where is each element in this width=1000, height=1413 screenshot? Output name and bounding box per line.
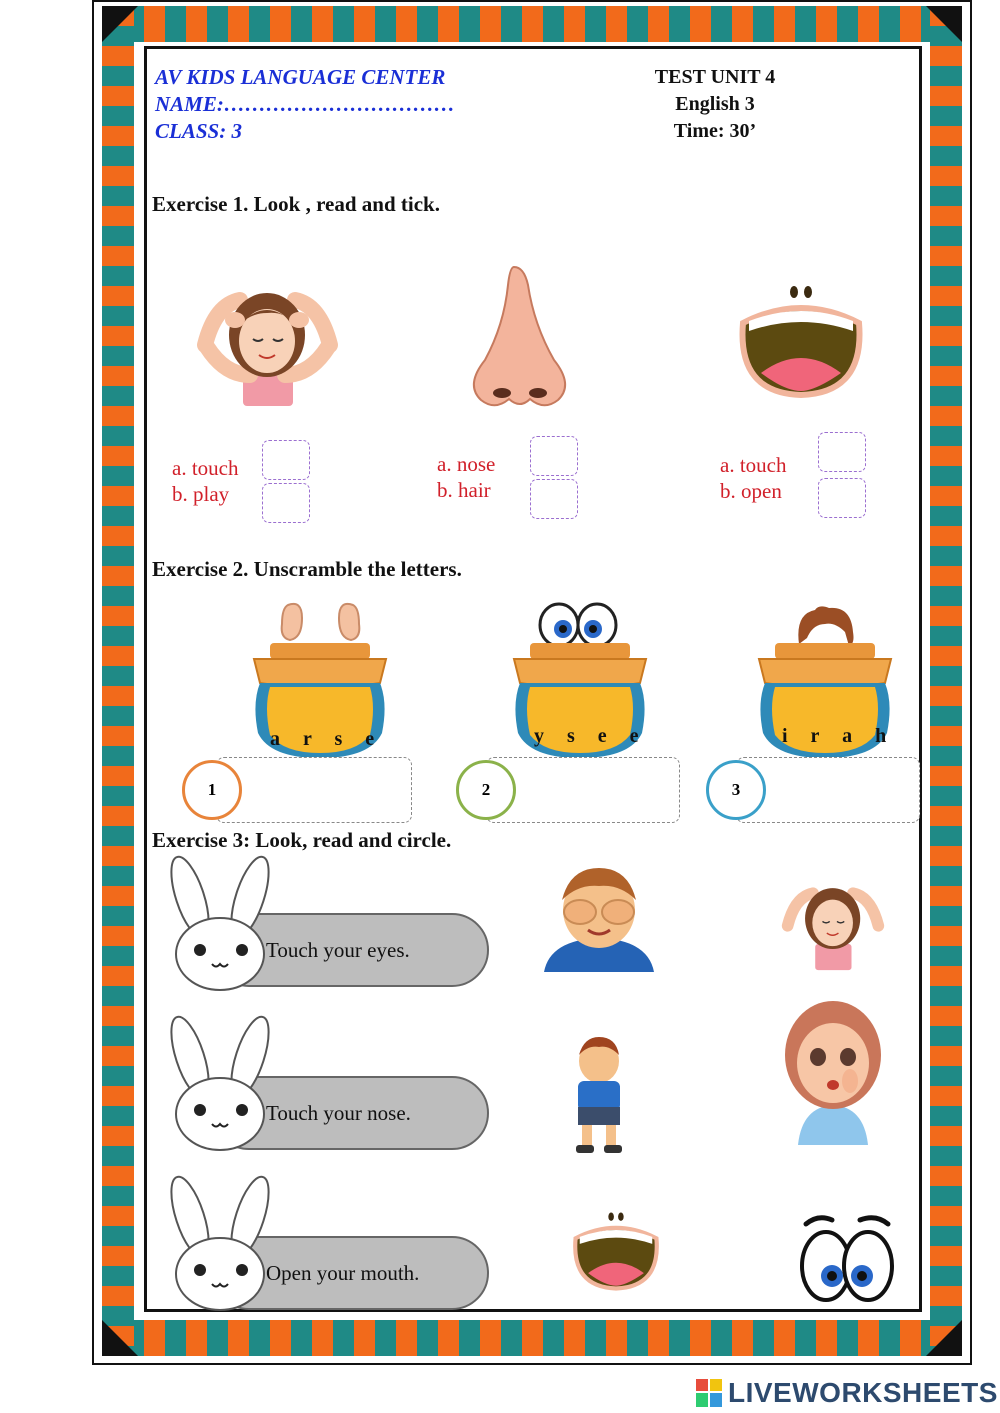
ex1-item3-tickbox-b[interactable] [818, 478, 866, 518]
header-right [610, 64, 820, 145]
open-mouth-icon-2 [570, 1208, 662, 1293]
ex1-item1-option-a: a. touch [172, 456, 239, 480]
ex1-item1-options [172, 455, 238, 507]
girl-touching-nose-icon [778, 995, 888, 1145]
ears-icon [278, 600, 363, 645]
ex1-item1-option-b: b. play [172, 482, 230, 506]
ex1-item3-option-a: a. touch [720, 453, 787, 477]
girl-touching-head-icon-2 [778, 875, 888, 973]
header-left [155, 64, 455, 145]
open-mouth-icon [735, 283, 867, 398]
ex1-item3-tickbox-a[interactable] [818, 432, 866, 472]
sentence-2: Touch your nose. [266, 1100, 411, 1125]
ex1-item1-tickbox-b[interactable] [262, 483, 310, 523]
center-name: AV KIDS LANGUAGE CENTER [155, 65, 446, 89]
ex1-item2-option-b: b. hair [437, 478, 491, 502]
ex1-item3-option-b: b. open [720, 479, 782, 503]
ex1-item1-tickbox-a[interactable] [262, 440, 310, 480]
boy-touching-knees-icon [564, 1035, 634, 1155]
boy-covering-eyes-icon [540, 862, 658, 972]
liveworksheets-logo-icon [696, 1379, 722, 1407]
jar-2-letters: y s e e [534, 725, 648, 747]
bunny-icon [150, 852, 295, 992]
sentence-1: Touch your eyes. [266, 937, 410, 962]
name-field: NAME:…………………………… [155, 92, 455, 116]
sentence-3: Open your mouth. [266, 1260, 420, 1285]
ex1-item2-options [437, 451, 495, 503]
answer-box-1[interactable] [216, 757, 412, 823]
subject-label: English 3 [675, 93, 755, 115]
ex1-item2-tickbox-b[interactable] [530, 479, 578, 519]
exercise3-title: Exercise 3: Look, read and circle. [152, 828, 452, 852]
ex1-item3-options [720, 452, 786, 504]
liveworksheets-watermark [696, 1377, 998, 1409]
exercise1-title: Exercise 1. Look , read and tick. [152, 192, 440, 216]
girl-touching-head-icon [195, 275, 340, 410]
watermark-text: LIVEWORKSHEETS [728, 1377, 998, 1408]
class-label: CLASS: 3 [155, 119, 242, 143]
nose-icon [462, 265, 577, 415]
cartoon-eyes-icon [798, 1210, 896, 1305]
jar-1-letters: a r s e [270, 728, 384, 750]
jar-3-letters: i r a h [782, 725, 896, 747]
number-badge-3: 3 [706, 760, 766, 820]
hair-icon [795, 604, 857, 646]
bunny-icon-2 [150, 1012, 295, 1152]
ex1-item2-tickbox-a[interactable] [530, 436, 578, 476]
ex1-item2-option-a: a. nose [437, 452, 496, 476]
eyes-icon [537, 597, 619, 649]
number-badge-1: 1 [182, 760, 242, 820]
time-label: Time: 30’ [673, 120, 757, 142]
bunny-icon-3 [150, 1172, 295, 1312]
exercise2-title: Exercise 2. Unscramble the letters. [152, 557, 462, 581]
test-title: TEST UNIT 4 [654, 66, 776, 88]
number-badge-2: 2 [456, 760, 516, 820]
